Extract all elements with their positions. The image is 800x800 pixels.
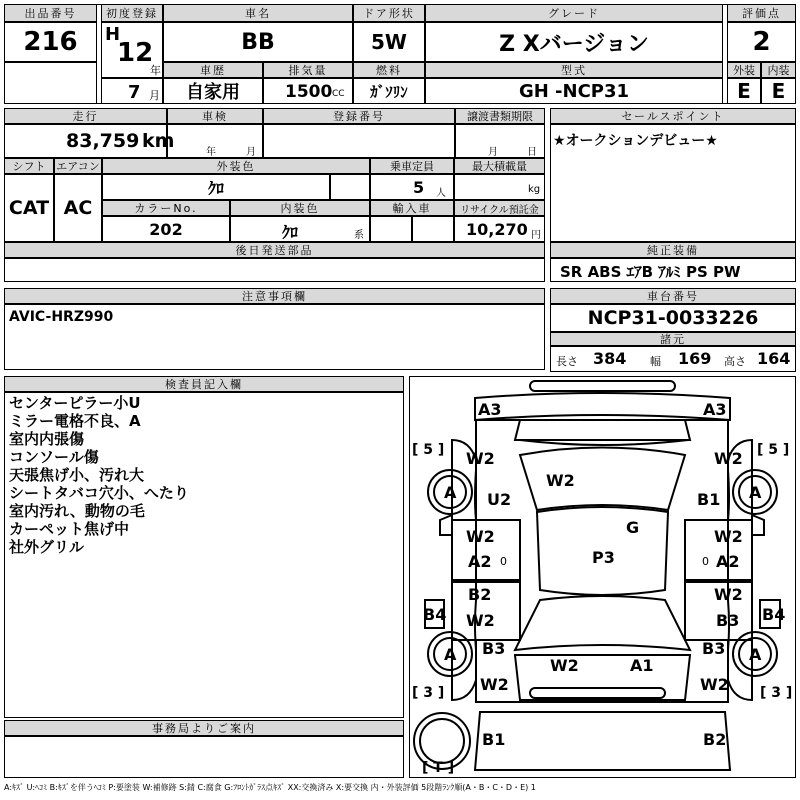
score-header: 評価点 <box>727 4 796 22</box>
dmg-a-fl: A <box>444 483 457 502</box>
dmg-a2-fdl: A2 <box>468 552 492 571</box>
width: 169 <box>678 349 712 368</box>
displacement-header: 排気量 <box>263 62 353 78</box>
displacement-unit: CC <box>332 89 345 99</box>
legend: A:ｷｽﾞ U:ﾍｺﾐ B:ｷｽﾞを伴うﾍｺﾐ P:要塗装 W:補修跡 S:錆 C:腐食 G:ﾌﾛﾝﾄｶﾞﾗｽ点ｷｽﾞ XX:交換済み X:要交換 内・外装評価 5段階ﾗﾝｸ順(A・B・C・D・E) 1 <box>4 783 536 792</box>
ext-header: 外装 <box>727 62 761 78</box>
dmg-b2-bottom-right: B2 <box>703 730 727 749</box>
spec-header: 諸元 <box>550 332 796 346</box>
dmg-a3-left: A3 <box>478 400 502 419</box>
color-no-header: カラーNo. <box>102 200 230 216</box>
transfer-header: 譲渡書類期限 <box>455 108 545 124</box>
later-parts-header: 後日発送部品 <box>4 242 545 258</box>
mileage: 83,759 <box>66 130 140 152</box>
score: 2 <box>727 22 796 62</box>
height-label: 高さ <box>724 355 746 368</box>
spare-tire-label: [ T ] <box>422 760 455 776</box>
dmg-w2-fdl: W2 <box>466 527 495 546</box>
color-no: 202 <box>102 216 230 242</box>
door-header: ドア形状 <box>353 4 425 22</box>
dmg-w2-fl: W2 <box>466 449 495 468</box>
ac: AC <box>54 174 102 242</box>
chassis-no: NCP31-0033226 <box>550 304 796 332</box>
length: 384 <box>593 349 627 368</box>
tire-fl: [ 5 ] <box>412 442 445 458</box>
equip-header: 純正装備 <box>550 242 796 258</box>
dmg-b4-right: B4 <box>762 605 786 624</box>
int-header: 内装 <box>761 62 796 78</box>
recycle-unit: 円 <box>531 230 541 241</box>
model: GH -NCP31 <box>425 78 723 104</box>
lot-no-header: 出品番号 <box>4 4 97 22</box>
int-color-header: 内装色 <box>230 200 370 216</box>
dmg-w2-trunk: W2 <box>550 656 579 675</box>
transfer-day-unit: 日 <box>527 147 537 158</box>
dmg-u2: U2 <box>487 490 512 509</box>
notes-header: 注意事項欄 <box>4 288 545 304</box>
shift: CAT <box>4 174 54 242</box>
import-header: 輸入車 <box>370 200 454 216</box>
grade-header: グレード <box>425 4 723 22</box>
inspection-header: 車検 <box>167 108 263 124</box>
dmg-w2-rqr: W2 <box>700 675 729 694</box>
mileage-header: 走行 <box>4 108 167 124</box>
dmg-b4-left: B4 <box>423 605 447 624</box>
recycle-header: リサイクル預託金 <box>454 200 545 216</box>
tire-rl: [ 3 ] <box>412 685 445 701</box>
first-reg-month: 7 <box>128 82 141 103</box>
load-unit: kg <box>528 184 541 195</box>
shift-header: シフト <box>4 158 54 174</box>
dmg-a2-fdr: A2 <box>716 552 740 571</box>
dmg-w2-rdl: W2 <box>466 611 495 630</box>
inspector-line: 室内汚れ、動物の毛 <box>9 502 145 520</box>
int-color-unit: 系 <box>354 230 364 241</box>
equipment: SR ABS ｴｱB ｱﾙﾐ PS PW <box>560 263 741 281</box>
chassis-header: 車台番号 <box>550 288 796 304</box>
dmg-zero-right: 0 <box>702 555 709 568</box>
inspector-line: センターピラー小U <box>9 394 141 412</box>
lot-no: 216 <box>4 22 97 62</box>
reg-no-header: 登録番号 <box>263 108 455 124</box>
dmg-p3: P3 <box>592 548 615 567</box>
ext-color: ｸﾛ <box>102 174 330 200</box>
width-label: 幅 <box>650 355 661 368</box>
inspector-line: 室内内張傷 <box>9 430 85 448</box>
history-header: 車歴 <box>163 62 263 78</box>
dmg-a1: A1 <box>630 656 654 675</box>
dmg-b3-rr: B3 <box>702 639 726 658</box>
capacity-unit: 人 <box>436 188 446 199</box>
office-header: 事務局よりご案内 <box>4 720 404 736</box>
car-name-header: 車名 <box>163 4 353 22</box>
grade: Z Xバージョン <box>425 22 723 62</box>
height: 164 <box>757 349 791 368</box>
inspection-month-unit: 月 <box>246 147 256 158</box>
dmg-b2-rdl: B2 <box>468 585 492 604</box>
inspector-line: シートタバコ穴小、へたり <box>9 484 189 502</box>
first-reg-year: 12 <box>117 38 154 68</box>
length-label: 長さ <box>556 355 578 368</box>
fuel-header: 燃料 <box>353 62 425 78</box>
transfer-month-unit: 月 <box>488 147 498 158</box>
dmg-w2-rql: W2 <box>480 675 509 694</box>
load-header: 最大積載量 <box>454 158 545 174</box>
dmg-b3-rdr: B3 <box>716 611 740 630</box>
ac-header: エアコン <box>54 158 102 174</box>
fuel: ｶﾞｿﾘﾝ <box>353 78 425 104</box>
inspector-line: コンソール傷 <box>9 448 99 466</box>
inspector-line: 社外グリル <box>9 538 85 556</box>
history: 自家用 <box>163 78 263 104</box>
sales-point: ★オークションデビュー★ <box>553 133 718 149</box>
inspector-line: ミラー電格不良、A <box>9 412 141 430</box>
dmg-w2-fdr: W2 <box>714 527 743 546</box>
door: 5W <box>353 22 425 62</box>
dmg-a-rr: A <box>749 645 762 664</box>
inspection-year-unit: 年 <box>206 147 216 158</box>
tire-rr: [ 3 ] <box>760 685 793 701</box>
car-name: BB <box>163 22 353 62</box>
int-grade: E <box>761 78 796 104</box>
notes-text: AVIC-HRZ990 <box>9 309 114 325</box>
recycle: 10,270 <box>466 220 528 239</box>
dmg-b1-right: B1 <box>697 490 721 509</box>
dmg-a-fr: A <box>749 483 762 502</box>
dmg-g: G <box>626 518 640 537</box>
dmg-a-rl: A <box>444 645 457 664</box>
dmg-b3-rl: B3 <box>482 639 506 658</box>
inspector-line: 天張焦げ小、汚れ大 <box>9 466 145 484</box>
era: H <box>105 24 121 45</box>
tire-fr: [ 5 ] <box>757 442 790 458</box>
dmg-b1-bottom-left: B1 <box>482 730 506 749</box>
capacity-header: 乗車定員 <box>370 158 454 174</box>
dmg-w2-fr: W2 <box>714 449 743 468</box>
mileage-unit: km <box>142 130 175 152</box>
year-unit: 年 <box>150 64 161 77</box>
inspector-line: カーペット焦げ中 <box>9 520 130 538</box>
model-header: 型式 <box>425 62 723 78</box>
dmg-zero-left: 0 <box>500 555 507 568</box>
dmg-a3-right: A3 <box>703 400 727 419</box>
dmg-w2-hood: W2 <box>546 471 575 490</box>
capacity: 5 <box>413 178 425 197</box>
int-color: ｸﾛ <box>282 223 299 242</box>
dmg-w2-rdr: W2 <box>714 585 743 604</box>
displacement: 1500 <box>285 82 333 102</box>
sales-point-header: セールスポイント <box>550 108 796 124</box>
ext-color-header: 外装色 <box>102 158 370 174</box>
first-reg-header: 初度登録 <box>101 4 163 22</box>
ext-grade: E <box>727 78 761 104</box>
month-unit: 月 <box>149 89 160 102</box>
inspector-header: 検査員記入欄 <box>4 376 404 392</box>
